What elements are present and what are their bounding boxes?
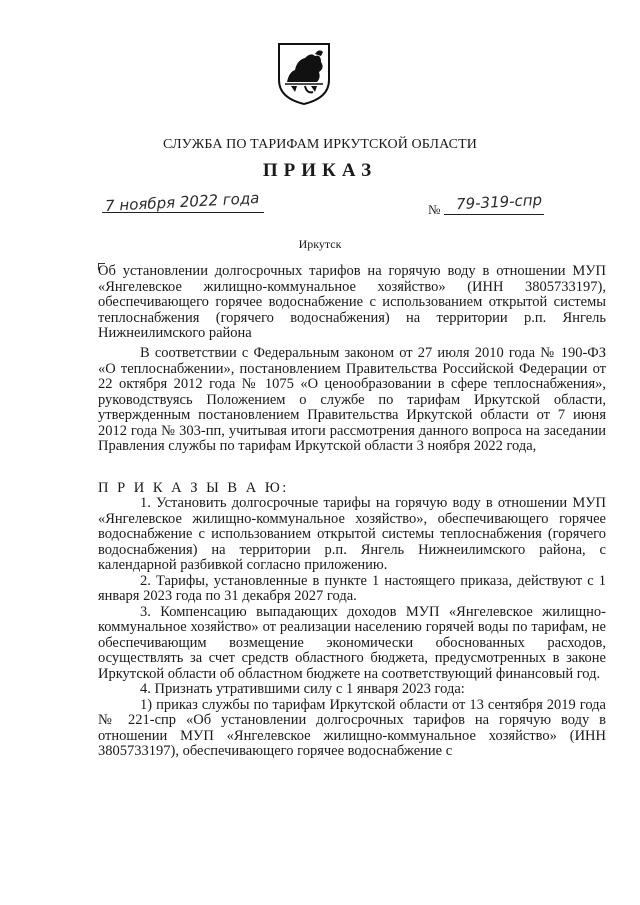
number-underline [444,214,544,215]
coat-of-arms-icon [275,42,333,106]
city-name: Иркутск [298,237,342,251]
document-subject: Об установлении долгосрочных тарифов на горячую воду в отношении МУП «Янгелевское жилищно-коммунальное хозяйство» (ИНН 3805733197), обеспечивающего горячее водоснабжение с использованием открытой системы теплоснабжения (горячего водоснабжения) на территории р.п. Янгель Нижнеилимского района [98,263,606,341]
order-item-1: 1. Установить долгосрочные тарифы на горячую воду в отношении МУП «Янгелевское жилищно-коммунальное хозяйство», обеспечивающего горячее водоснабжение с использованием открытой системы теплоснабжения (горячего водоснабжения) на территории р.п. Янгель Нижнеилимского района, с календарной разбивкой согласно приложению. [98,495,606,573]
handwritten-number: 79-319-спр [455,190,543,214]
document-type-title: ПРИКАЗ [262,160,378,181]
handwritten-date: 7 ноября 2022 года [104,188,260,216]
order-items [98,496,606,760]
order-item-2: 2. Тарифы, установленные в пункте 1 настоящего приказа, действуют с 1 января 2023 года по 31 декабря 2027 года. [98,572,606,604]
number-sign: № [428,202,441,217]
agency-name: СЛУЖБА ПО ТАРИФАМ ИРКУТСКОЙ ОБЛАСТИ [163,137,477,152]
date-underline [102,212,264,213]
preamble-paragraph: В соответствии с Федеральным законом от 27 июля 2010 года № 190-ФЗ «О теплоснабжении», постановлением Правительства Российской Федерации от 22 октября 2012 года № 1075 «О ценообразовании в сфере теплоснабжения», руководствуясь Положением о службе по тарифам Иркутской области, утвержденным постановлением Правительства Иркутской области от 7 июня 2012 года № 303-пп, учитывая итоги рассмотрения данного вопроса на заседании Правления службы по тарифам Иркутской области 3 ноября 2022 года, [98,345,606,454]
order-item-4-1: 1) приказ службы по тарифам Иркутской области от 13 сентября 2019 года № 221-спр «Об установлении долгосрочных тарифов на горячую воду в отношении МУП «Янгелевское жилищно-коммунальное хозяйство» (ИНН 3805733197), обеспечивающего горячее водоснабжение с [98,696,606,759]
order-item-3: 3. Компенсацию выпадающих доходов МУП «Янгелевское жилищно-коммунальное хозяйство» от реализации населению горячей воды по тарифам, не обеспечивающим возмещение экономически обоснованных расходов, осуществлять за счет средств областного бюджета, предусмотренных в законе Иркутской области об областном бюджете на соответствующий финансовый год. [98,603,606,682]
order-item-4: 4. Признать утратившими силу с 1 января 2023 года: [140,681,465,697]
order-word: П Р И К А З Ы В А Ю: [98,480,289,496]
